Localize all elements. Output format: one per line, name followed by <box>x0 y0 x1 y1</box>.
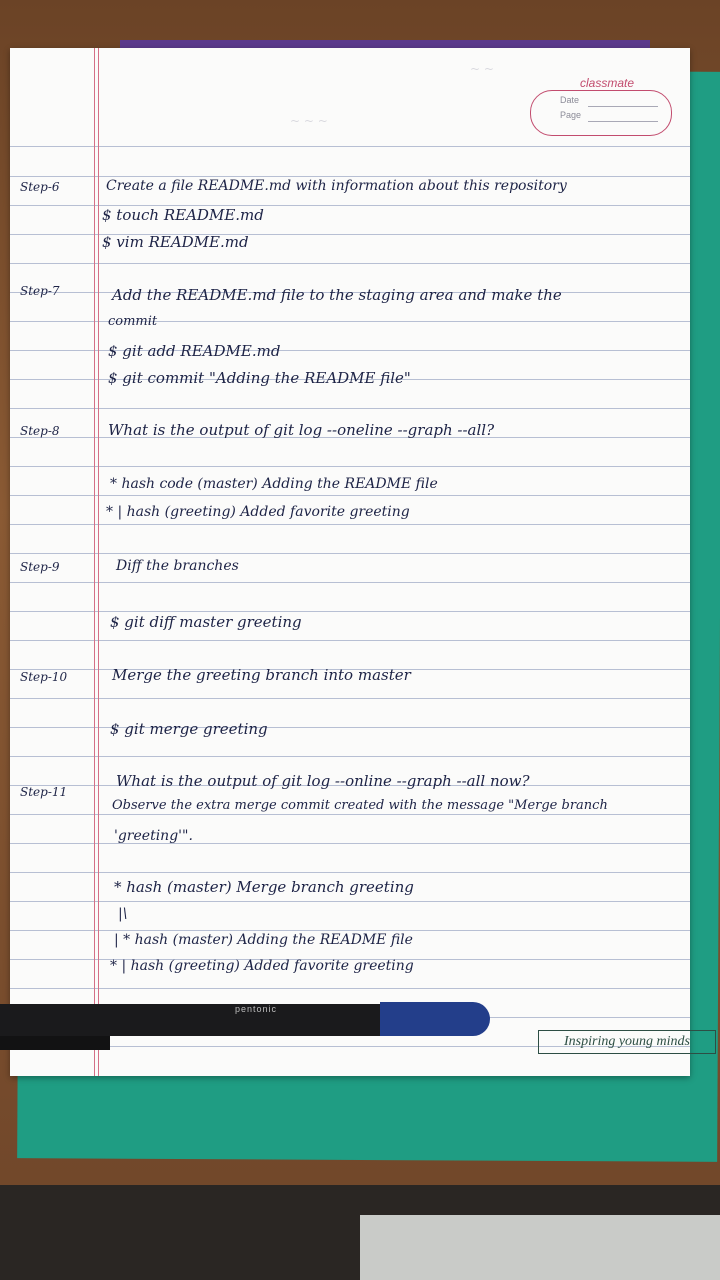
step-text-line: $ git commit "Adding the README file" <box>108 369 411 387</box>
rule-line <box>10 901 690 902</box>
rule-line <box>10 843 690 844</box>
step-label: Step-7 <box>20 284 60 298</box>
step-label: Step-9 <box>20 560 60 574</box>
step-text-line: * hash (master) Merge branch greeting <box>114 878 414 896</box>
step-text-line: * hash code (master) Adding the README file <box>110 476 438 492</box>
rule-line <box>10 466 690 467</box>
rule-line <box>10 582 690 583</box>
rule-line <box>10 524 690 525</box>
margin-line <box>98 48 99 1076</box>
step-text-line: $ git diff master greeting <box>110 613 302 631</box>
floor-light-patch <box>360 1215 720 1280</box>
step-label: Step-11 <box>20 785 68 799</box>
step-text-line: Merge the greeting branch into master <box>112 666 411 684</box>
step-text-line: Add the README.md file to the staging area and make the <box>112 286 562 304</box>
step-label: Step-8 <box>20 424 60 438</box>
rule-line <box>10 146 690 147</box>
margin-line <box>94 48 95 1076</box>
step-text-line: What is the output of git log --online --graph --all now? <box>116 772 530 790</box>
rule-line <box>10 988 690 989</box>
rule-line <box>10 495 690 496</box>
step-text-line: Observe the extra merge commit created with the message "Merge branch <box>112 798 608 813</box>
rule-line <box>10 408 690 409</box>
bleed-through-mark: ~ ~ <box>470 62 494 76</box>
step-text-line: $ touch README.md <box>102 206 264 224</box>
cover-tagline: Inspiring young minds <box>538 1030 716 1054</box>
step-label: Step-10 <box>20 670 68 684</box>
step-text-line: commit <box>108 314 158 329</box>
rule-line <box>10 698 690 699</box>
step-text-line: $ git add README.md <box>108 342 281 360</box>
rule-line <box>10 611 690 612</box>
rule-line <box>10 640 690 641</box>
rule-line <box>10 263 690 264</box>
step-text-line: |\ <box>118 906 128 922</box>
step-text-line: Diff the branches <box>116 558 239 574</box>
rule-line <box>10 553 690 554</box>
step-text-line: Create a file README.md with information about this repository <box>106 178 567 194</box>
rule-line <box>10 176 690 177</box>
pen-blue-band <box>380 1002 490 1036</box>
step-text-line: $ vim README.md <box>102 233 249 251</box>
classmate-logo <box>530 76 670 134</box>
date-field-line <box>588 106 658 107</box>
rule-line <box>10 814 690 815</box>
brand-logo-text: classmate <box>580 76 635 90</box>
step-text-line: $ git merge greeting <box>110 720 268 738</box>
date-label: Date <box>560 95 580 105</box>
notebook-page <box>10 48 690 1076</box>
step-text-line: 'greeting'". <box>114 828 193 844</box>
step-text-line: * | hash (greeting) Added favorite greeting <box>110 958 414 974</box>
page-label: Page <box>560 110 582 120</box>
logo-outline <box>530 90 672 136</box>
step-text-line: * | hash (greeting) Added favorite greeting <box>106 504 410 520</box>
rule-line <box>10 930 690 931</box>
page-field-line <box>588 121 658 122</box>
rule-line <box>10 756 690 757</box>
step-label: Step-6 <box>20 180 60 194</box>
step-text-line: | * hash (master) Adding the README file <box>114 932 413 948</box>
rule-line <box>10 872 690 873</box>
bleed-through-mark: ~ ~ ~ <box>290 114 328 128</box>
step-text-line: What is the output of git log --oneline --graph --all? <box>108 421 495 439</box>
pen-brand-text: pentonic <box>235 1004 278 1014</box>
